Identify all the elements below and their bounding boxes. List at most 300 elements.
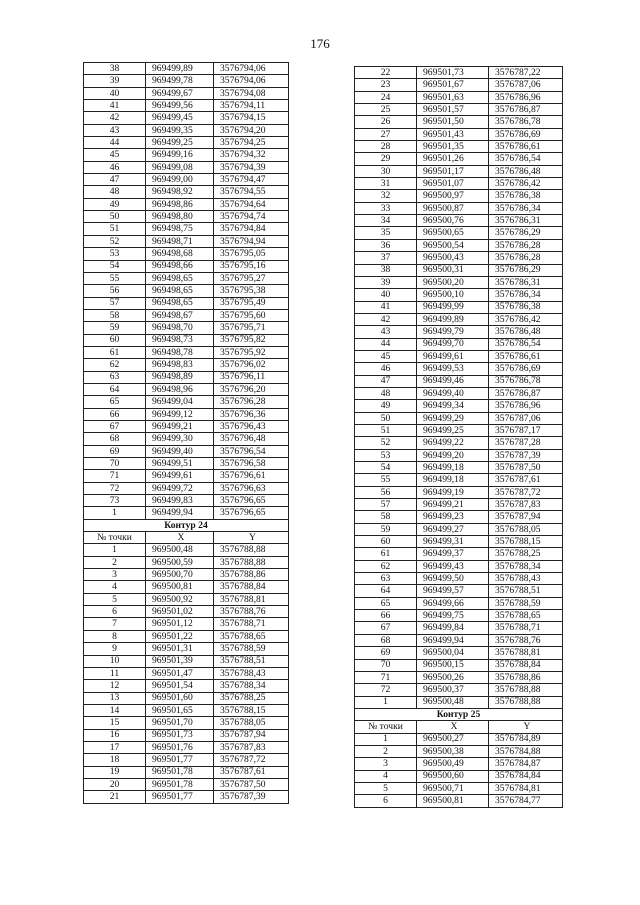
y-coordinate-cell: 3576794,06 (214, 63, 289, 75)
x-coordinate-cell: 969499,61 (146, 470, 214, 482)
point-number-cell: 35 (355, 227, 417, 239)
table-row (355, 313, 563, 325)
table-row (84, 741, 289, 753)
x-coordinate-cell: 969501,73 (417, 67, 489, 79)
table-row (355, 499, 563, 511)
point-number-cell: 6 (355, 795, 417, 807)
table-row (355, 326, 563, 338)
y-coordinate-cell: 3576794,74 (214, 211, 289, 223)
y-coordinate-cell: 3576794,15 (214, 112, 289, 124)
table-row (355, 597, 563, 609)
point-number-cell: 2 (84, 556, 146, 568)
y-coordinate-cell: 3576787,17 (489, 424, 563, 436)
table-row (84, 223, 289, 235)
y-coordinate-cell: 3576786,38 (489, 301, 563, 313)
table-row (355, 758, 563, 770)
y-coordinate-cell: 3576794,47 (214, 174, 289, 186)
x-coordinate-cell: 969499,78 (146, 75, 214, 87)
y-coordinate-cell: 3576784,88 (489, 745, 563, 757)
table-row (355, 523, 563, 535)
x-coordinate-cell: 969499,51 (146, 458, 214, 470)
x-coordinate-cell: 969500,48 (417, 696, 489, 708)
x-coordinate-cell: 969501,54 (146, 680, 214, 692)
point-number-cell: 31 (355, 178, 417, 190)
table-row (355, 782, 563, 794)
y-coordinate-cell: 3576788,15 (489, 536, 563, 548)
point-number-cell: 71 (84, 470, 146, 482)
y-coordinate-cell: 3576787,94 (214, 729, 289, 741)
table-row (355, 104, 563, 116)
point-number-cell: 6 (84, 606, 146, 618)
table-row (84, 433, 289, 445)
table-row (84, 334, 289, 346)
y-coordinate-cell: 3576795,71 (214, 322, 289, 334)
y-coordinate-cell: 3576784,89 (489, 733, 563, 745)
x-coordinate-cell: 969499,21 (146, 420, 214, 432)
point-number-cell: 57 (355, 499, 417, 511)
y-coordinate-cell: 3576788,88 (489, 684, 563, 696)
table-row (84, 174, 289, 186)
x-coordinate-cell: 969499,34 (417, 400, 489, 412)
y-coordinate-cell: 3576786,42 (489, 313, 563, 325)
y-coordinate-cell: 3576786,96 (489, 400, 563, 412)
x-coordinate-cell: 969500,97 (417, 190, 489, 202)
x-coordinate-cell: 969501,35 (417, 141, 489, 153)
table-row (84, 766, 289, 778)
table-row (84, 630, 289, 642)
x-coordinate-cell: 969501,57 (417, 104, 489, 116)
table-row (84, 420, 289, 432)
y-coordinate-cell: 3576788,51 (489, 585, 563, 597)
point-number-cell: 5 (84, 593, 146, 605)
x-coordinate-cell: 969500,27 (417, 733, 489, 745)
x-coordinate-cell: 969499,20 (417, 449, 489, 461)
y-coordinate-cell: 3576786,78 (489, 116, 563, 128)
point-number-cell: 33 (355, 202, 417, 214)
point-number-cell: 4 (355, 770, 417, 782)
point-number-cell: 48 (355, 387, 417, 399)
x-coordinate-cell: 969499,29 (417, 412, 489, 424)
x-coordinate-cell: 969500,54 (417, 239, 489, 251)
point-number-cell: 49 (355, 400, 417, 412)
x-coordinate-cell: 969500,15 (417, 659, 489, 671)
table-row (355, 227, 563, 239)
x-coordinate-cell: 969499,00 (146, 174, 214, 186)
x-coordinate-cell: 969499,56 (146, 100, 214, 112)
point-number-cell: 5 (355, 782, 417, 794)
x-coordinate-cell: 969501,43 (417, 128, 489, 140)
table-row (84, 346, 289, 358)
y-coordinate-cell: 3576788,59 (489, 597, 563, 609)
point-number-cell: 62 (84, 359, 146, 371)
x-coordinate-cell: 969498,92 (146, 186, 214, 198)
table-row (84, 235, 289, 247)
x-coordinate-cell: 969501,76 (146, 741, 214, 753)
left-coordinates-table (83, 62, 289, 804)
y-coordinate-cell: 3576796,20 (214, 383, 289, 395)
x-coordinate-cell: 969499,79 (417, 326, 489, 338)
y-coordinate-cell: 3576786,29 (489, 227, 563, 239)
y-coordinate-cell: 3576788,86 (489, 671, 563, 683)
y-coordinate-cell: 3576788,88 (214, 556, 289, 568)
point-number-cell: 58 (355, 511, 417, 523)
point-number-cell: 18 (84, 754, 146, 766)
y-coordinate-cell: 3576786,34 (489, 202, 563, 214)
x-coordinate-cell: 969501,17 (417, 165, 489, 177)
y-coordinate-cell: 3576786,87 (489, 387, 563, 399)
table-row (84, 186, 289, 198)
point-number-cell: 3 (355, 758, 417, 770)
table-row (355, 252, 563, 264)
y-coordinate-cell: 3576787,94 (489, 511, 563, 523)
table-row (84, 680, 289, 692)
point-number-cell: 36 (355, 239, 417, 251)
x-coordinate-cell: 969500,10 (417, 289, 489, 301)
y-coordinate-cell: 3576795,49 (214, 297, 289, 309)
x-coordinate-cell: 969501,67 (417, 79, 489, 91)
point-number-cell: 1 (355, 696, 417, 708)
x-coordinate-cell: 969501,77 (146, 754, 214, 766)
table-row (355, 573, 563, 585)
x-coordinate-cell: 969498,75 (146, 223, 214, 235)
x-coordinate-cell: 969499,18 (417, 474, 489, 486)
x-coordinate-cell: 969498,71 (146, 235, 214, 247)
y-coordinate-cell: 3576787,22 (489, 67, 563, 79)
table-row (355, 165, 563, 177)
point-number-header: № точки (84, 532, 146, 544)
x-coordinate-cell: 969498,68 (146, 248, 214, 260)
table-row (355, 338, 563, 350)
y-coordinate-cell: 3576796,28 (214, 396, 289, 408)
y-coordinate-cell: 3576796,54 (214, 445, 289, 457)
point-number-cell: 2 (355, 745, 417, 757)
point-number-cell: 38 (355, 264, 417, 276)
table-row (84, 100, 289, 112)
point-number-cell: 1 (355, 733, 417, 745)
x-coordinate-cell: 969500,92 (146, 593, 214, 605)
x-coordinate-cell: 969498,67 (146, 309, 214, 321)
x-coordinate-cell: 969499,04 (146, 396, 214, 408)
table-row (84, 124, 289, 136)
x-coordinate-cell: 969500,04 (417, 647, 489, 659)
x-coordinate-cell: 969501,26 (417, 153, 489, 165)
point-number-cell: 40 (84, 87, 146, 99)
x-coordinate-cell: 969499,89 (417, 313, 489, 325)
x-coordinate-cell: 969499,83 (146, 495, 214, 507)
contour-title-row (84, 519, 289, 531)
x-coordinate-cell: 969500,76 (417, 215, 489, 227)
x-header: X (146, 532, 214, 544)
x-coordinate-cell: 969500,20 (417, 276, 489, 288)
table-row (84, 371, 289, 383)
y-coordinate-cell: 3576786,54 (489, 153, 563, 165)
y-coordinate-cell: 3576787,28 (489, 437, 563, 449)
point-number-cell: 57 (84, 297, 146, 309)
table-row (84, 482, 289, 494)
point-number-cell: 68 (355, 634, 417, 646)
table-row (355, 276, 563, 288)
point-number-cell: 61 (84, 346, 146, 358)
x-coordinate-cell: 969501,70 (146, 717, 214, 729)
y-coordinate-cell: 3576794,64 (214, 198, 289, 210)
point-number-cell: 53 (355, 449, 417, 461)
point-number-cell: 30 (355, 165, 417, 177)
table-row (84, 667, 289, 679)
table-row (355, 671, 563, 683)
x-coordinate-cell: 969499,40 (146, 445, 214, 457)
y-coordinate-cell: 3576786,61 (489, 350, 563, 362)
y-coordinate-cell: 3576795,60 (214, 309, 289, 321)
x-coordinate-cell: 969500,49 (417, 758, 489, 770)
table-row (84, 63, 289, 75)
y-coordinate-cell: 3576794,55 (214, 186, 289, 198)
y-coordinate-cell: 3576786,61 (489, 141, 563, 153)
y-coordinate-cell: 3576786,96 (489, 91, 563, 103)
point-number-cell: 69 (355, 647, 417, 659)
y-coordinate-cell: 3576784,81 (489, 782, 563, 794)
table-row (355, 301, 563, 313)
y-coordinate-cell: 3576787,50 (214, 778, 289, 790)
x-coordinate-cell: 969500,65 (417, 227, 489, 239)
table-row (355, 622, 563, 634)
table-row (355, 363, 563, 375)
point-number-cell: 43 (355, 326, 417, 338)
x-coordinate-cell: 969498,65 (146, 297, 214, 309)
y-coordinate-cell: 3576796,65 (214, 495, 289, 507)
point-number-cell: 10 (84, 655, 146, 667)
page-number: 176 (310, 36, 330, 51)
y-coordinate-cell: 3576795,16 (214, 260, 289, 272)
y-coordinate-cell: 3576788,43 (214, 667, 289, 679)
point-number-cell: 13 (84, 692, 146, 704)
x-coordinate-cell: 969499,08 (146, 161, 214, 173)
point-number-cell: 55 (355, 474, 417, 486)
x-coordinate-cell: 969501,39 (146, 655, 214, 667)
x-coordinate-cell: 969501,73 (146, 729, 214, 741)
point-number-cell: 51 (355, 424, 417, 436)
point-number-cell: 26 (355, 116, 417, 128)
x-coordinate-cell: 969499,75 (417, 610, 489, 622)
x-coordinate-cell: 969498,80 (146, 211, 214, 223)
point-number-cell: 25 (355, 104, 417, 116)
x-coordinate-cell: 969500,70 (146, 569, 214, 581)
x-coordinate-cell: 969499,94 (417, 634, 489, 646)
table-row (355, 116, 563, 128)
point-number-cell: 54 (84, 260, 146, 272)
y-coordinate-cell: 3576788,43 (489, 573, 563, 585)
point-number-cell: 39 (355, 276, 417, 288)
point-number-header: № точки (355, 721, 417, 733)
y-coordinate-cell: 3576796,43 (214, 420, 289, 432)
table-row (84, 396, 289, 408)
x-coordinate-cell: 969499,43 (417, 560, 489, 572)
contour-title-row (355, 708, 563, 720)
y-coordinate-cell: 3576787,83 (214, 741, 289, 753)
x-coordinate-cell: 969498,70 (146, 322, 214, 334)
x-coordinate-cell: 969498,78 (146, 346, 214, 358)
y-coordinate-cell: 3576786,42 (489, 178, 563, 190)
point-number-cell: 64 (84, 383, 146, 395)
point-number-cell: 17 (84, 741, 146, 753)
y-coordinate-cell: 3576786,38 (489, 190, 563, 202)
x-coordinate-cell: 969499,16 (146, 149, 214, 161)
point-number-cell: 15 (84, 717, 146, 729)
point-number-cell: 41 (355, 301, 417, 313)
table-row (355, 733, 563, 745)
point-number-cell: 41 (84, 100, 146, 112)
point-number-cell: 70 (84, 458, 146, 470)
x-coordinate-cell: 969500,71 (417, 782, 489, 794)
point-number-cell: 14 (84, 704, 146, 716)
table-row (355, 400, 563, 412)
x-coordinate-cell: 969498,89 (146, 371, 214, 383)
contour-title: Контур 24 (84, 519, 289, 531)
point-number-cell: 27 (355, 128, 417, 140)
table-row (84, 383, 289, 395)
point-number-cell: 66 (355, 610, 417, 622)
table-row (355, 486, 563, 498)
x-coordinate-cell: 969498,66 (146, 260, 214, 272)
y-coordinate-cell: 3576786,69 (489, 363, 563, 375)
point-number-cell: 1 (84, 507, 146, 519)
y-coordinate-cell: 3576788,15 (214, 704, 289, 716)
x-coordinate-cell: 969499,30 (146, 433, 214, 445)
x-header: X (417, 721, 489, 733)
x-coordinate-cell: 969500,81 (146, 581, 214, 593)
y-coordinate-cell: 3576786,69 (489, 128, 563, 140)
point-number-cell: 72 (355, 684, 417, 696)
y-coordinate-cell: 3576788,65 (489, 610, 563, 622)
x-coordinate-cell: 969500,43 (417, 252, 489, 264)
y-coordinate-cell: 3576788,65 (214, 630, 289, 642)
point-number-cell: 52 (355, 437, 417, 449)
x-coordinate-cell: 969499,31 (417, 536, 489, 548)
point-number-cell: 1 (84, 544, 146, 556)
point-number-cell: 20 (84, 778, 146, 790)
y-coordinate-cell: 3576788,25 (214, 692, 289, 704)
point-number-cell: 23 (355, 79, 417, 91)
table-row (84, 791, 289, 803)
y-coordinate-cell: 3576787,72 (214, 754, 289, 766)
table-row (355, 190, 563, 202)
y-header: Y (489, 721, 563, 733)
x-coordinate-cell: 969499,57 (417, 585, 489, 597)
y-coordinate-cell: 3576794,94 (214, 235, 289, 247)
point-number-cell: 8 (84, 630, 146, 642)
x-coordinate-cell: 969501,60 (146, 692, 214, 704)
x-coordinate-cell: 969501,65 (146, 704, 214, 716)
table-row (355, 239, 563, 251)
table-row (355, 548, 563, 560)
x-coordinate-cell: 969501,12 (146, 618, 214, 630)
y-coordinate-cell: 3576788,81 (214, 593, 289, 605)
point-number-cell: 12 (84, 680, 146, 692)
y-coordinate-cell: 3576788,88 (214, 544, 289, 556)
y-coordinate-cell: 3576794,25 (214, 137, 289, 149)
point-number-cell: 50 (84, 211, 146, 223)
table-row (84, 606, 289, 618)
y-header: Y (214, 532, 289, 544)
point-number-cell: 47 (84, 174, 146, 186)
point-number-cell: 71 (355, 671, 417, 683)
point-number-cell: 66 (84, 408, 146, 420)
point-number-cell: 65 (355, 597, 417, 609)
table-row (84, 544, 289, 556)
x-coordinate-cell: 969498,73 (146, 334, 214, 346)
table-row (355, 153, 563, 165)
y-coordinate-cell: 3576786,28 (489, 239, 563, 251)
table-row (84, 581, 289, 593)
table-row (355, 178, 563, 190)
right-coordinates-table (354, 66, 563, 808)
y-coordinate-cell: 3576796,36 (214, 408, 289, 420)
x-coordinate-cell: 969498,65 (146, 272, 214, 284)
x-coordinate-cell: 969499,99 (417, 301, 489, 313)
point-number-cell: 70 (355, 659, 417, 671)
x-coordinate-cell: 969499,21 (417, 499, 489, 511)
table-row (84, 556, 289, 568)
x-coordinate-cell: 969499,84 (417, 622, 489, 634)
x-coordinate-cell: 969500,26 (417, 671, 489, 683)
table-row (84, 161, 289, 173)
x-coordinate-cell: 969500,81 (417, 795, 489, 807)
table-row (84, 655, 289, 667)
point-number-cell: 62 (355, 560, 417, 572)
point-number-cell: 48 (84, 186, 146, 198)
y-coordinate-cell: 3576796,58 (214, 458, 289, 470)
point-number-cell: 59 (355, 523, 417, 535)
y-coordinate-cell: 3576787,72 (489, 486, 563, 498)
point-number-cell: 3 (84, 569, 146, 581)
point-number-cell: 11 (84, 667, 146, 679)
point-number-cell: 46 (84, 161, 146, 173)
y-coordinate-cell: 3576794,08 (214, 87, 289, 99)
point-number-cell: 21 (84, 791, 146, 803)
point-number-cell: 53 (84, 248, 146, 260)
y-coordinate-cell: 3576796,65 (214, 507, 289, 519)
y-coordinate-cell: 3576795,05 (214, 248, 289, 260)
x-coordinate-cell: 969499,22 (417, 437, 489, 449)
y-coordinate-cell: 3576796,11 (214, 371, 289, 383)
y-coordinate-cell: 3576787,06 (489, 79, 563, 91)
x-coordinate-cell: 969501,78 (146, 766, 214, 778)
x-coordinate-cell: 969501,47 (146, 667, 214, 679)
table-row (355, 387, 563, 399)
table-row (355, 536, 563, 548)
table-row (355, 634, 563, 646)
point-number-cell: 56 (355, 486, 417, 498)
x-coordinate-cell: 969498,96 (146, 383, 214, 395)
table-row (355, 202, 563, 214)
table-row (84, 87, 289, 99)
y-coordinate-cell: 3576787,61 (214, 766, 289, 778)
x-coordinate-cell: 969500,87 (417, 202, 489, 214)
table-row (84, 618, 289, 630)
point-number-cell: 44 (355, 338, 417, 350)
x-coordinate-cell: 969501,77 (146, 791, 214, 803)
point-number-cell: 64 (355, 585, 417, 597)
point-number-cell: 44 (84, 137, 146, 149)
point-number-cell: 60 (84, 334, 146, 346)
x-coordinate-cell: 969500,37 (417, 684, 489, 696)
column-header-row (84, 532, 289, 544)
table-row (84, 285, 289, 297)
point-number-cell: 63 (84, 371, 146, 383)
y-coordinate-cell: 3576788,71 (489, 622, 563, 634)
y-coordinate-cell: 3576786,78 (489, 375, 563, 387)
table-row (355, 560, 563, 572)
table-row (84, 137, 289, 149)
